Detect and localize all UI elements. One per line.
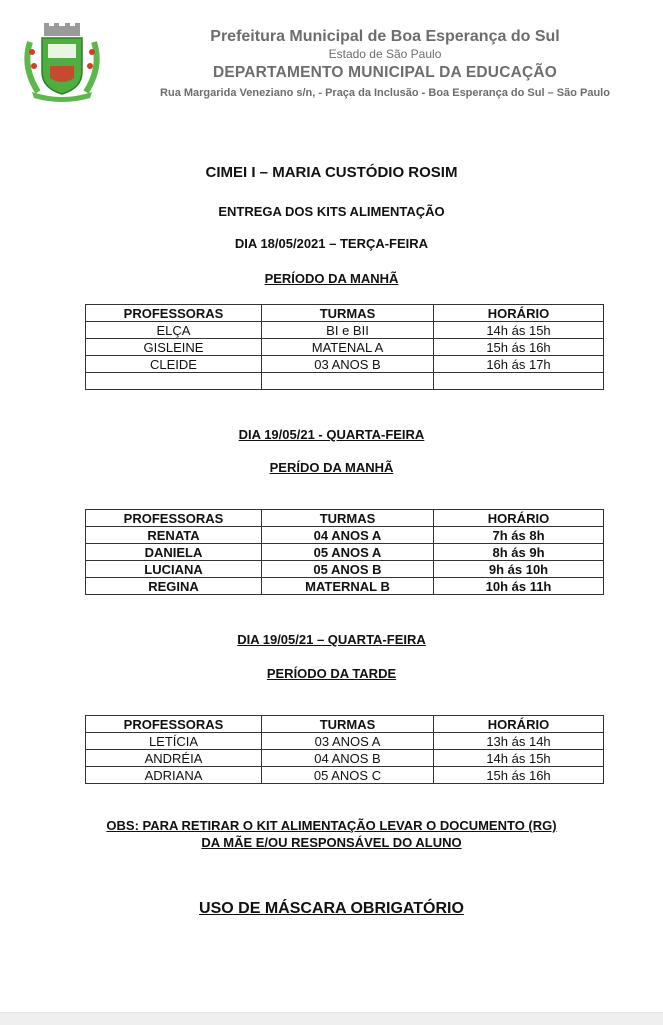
class-cell: 05 ANOS B <box>262 561 434 578</box>
column-header-turmas: TURMAS <box>262 716 434 733</box>
class-cell: 05 ANOS A <box>262 544 434 561</box>
section-3-date: DIA 19/05/21 – QUARTA-FEIRA <box>237 632 426 647</box>
section-2-date: DIA 19/05/21 - QUARTA-FEIRA <box>238 427 425 442</box>
department-name: DEPARTAMENTO MUNICIPAL DA EDUCAÇÃO <box>212 64 558 81</box>
table-row <box>86 544 604 561</box>
schedule-table-1 <box>85 304 604 390</box>
column-header-horario: HORÁRIO <box>434 716 604 733</box>
column-header-professoras: PROFESSORAS <box>86 716 262 733</box>
table-row <box>86 527 604 544</box>
notice-line-2: DA MÃE E/OU RESPONSÁVEL DO ALUNO <box>201 835 462 850</box>
section-2-period: PERÍDO DA MANHÃ <box>269 460 394 475</box>
teacher-cell: ANDRÉIA <box>86 750 262 767</box>
column-header-horario: HORÁRIO <box>434 305 604 322</box>
teacher-cell: ADRIANA <box>86 767 262 784</box>
time-cell: 14h ás 15h <box>434 322 604 339</box>
time-cell <box>434 373 604 390</box>
table-row-empty <box>86 373 604 390</box>
document-subject: ENTREGA DOS KITS ALIMENTAÇÃO <box>218 204 445 219</box>
time-cell: 9h ás 10h <box>434 561 604 578</box>
schedule-table-3 <box>85 715 604 784</box>
section-3-period: PERÍODO DA TARDE <box>266 666 397 681</box>
section-1-period: PERÍODO DA MANHÃ <box>264 271 399 286</box>
table-header-row <box>86 305 604 322</box>
table-row <box>86 750 604 767</box>
school-title: CIMEI I – MARIA CUSTÓDIO ROSIM <box>205 164 458 181</box>
teacher-cell: GISLEINE <box>86 339 262 356</box>
column-header-turmas: TURMAS <box>262 510 434 527</box>
teacher-cell: LETÍCIA <box>86 733 262 750</box>
class-cell: BI e BII <box>262 322 434 339</box>
class-cell: 04 ANOS A <box>262 527 434 544</box>
time-cell: 13h ás 14h <box>434 733 604 750</box>
time-cell: 8h ás 9h <box>434 544 604 561</box>
state-name: Estado de São Paulo <box>328 47 442 61</box>
time-cell: 10h ás 11h <box>434 578 604 595</box>
time-cell: 16h ás 17h <box>434 356 604 373</box>
section-1-date: DIA 18/05/2021 – TERÇA-FEIRA <box>234 236 429 251</box>
table-row <box>86 578 604 595</box>
class-cell <box>262 373 434 390</box>
address: Rua Margarida Veneziano s/n, - Praça da Inclusão - Boa Esperança do Sul – São Paulo <box>160 87 610 99</box>
teacher-cell: ELÇA <box>86 322 262 339</box>
schedule-table-2 <box>85 509 604 595</box>
teacher-cell: REGINA <box>86 578 262 595</box>
time-cell: 15h ás 16h <box>434 339 604 356</box>
class-cell: 03 ANOS A <box>262 733 434 750</box>
letterhead <box>0 0 663 110</box>
notice-line-1: OBS: PARA RETIRAR O KIT ALIMENTAÇÃO LEVAR O DOCUMENTO (RG) <box>106 818 557 833</box>
class-cell: 04 ANOS B <box>262 750 434 767</box>
table-header-row <box>86 716 604 733</box>
mask-notice: USO DE MÁSCARA OBRIGATÓRIO <box>199 900 464 917</box>
table-row <box>86 767 604 784</box>
time-cell: 7h ás 8h <box>434 527 604 544</box>
column-header-professoras: PROFESSORAS <box>86 510 262 527</box>
table-row <box>86 356 604 373</box>
time-cell: 15h ás 16h <box>434 767 604 784</box>
class-cell: MATERNAL B <box>262 578 434 595</box>
teacher-cell: RENATA <box>86 527 262 544</box>
class-cell: MATENAL A <box>262 339 434 356</box>
class-cell: 05 ANOS C <box>262 767 434 784</box>
table-row <box>86 339 604 356</box>
viewer-bottom-bar <box>0 1012 663 1025</box>
teacher-cell <box>86 373 262 390</box>
column-header-turmas: TURMAS <box>262 305 434 322</box>
class-cell: 03 ANOS B <box>262 356 434 373</box>
table-header-row <box>86 510 604 527</box>
teacher-cell: DANIELA <box>86 544 262 561</box>
municipal-crest-icon <box>20 22 104 102</box>
table-row <box>86 322 604 339</box>
time-cell: 14h ás 15h <box>434 750 604 767</box>
column-header-professoras: PROFESSORAS <box>86 305 262 322</box>
teacher-cell: LUCIANA <box>86 561 262 578</box>
table-row <box>86 561 604 578</box>
municipality-name: Prefeitura Municipal de Boa Esperança do Sul <box>210 28 560 45</box>
teacher-cell: CLEIDE <box>86 356 262 373</box>
column-header-horario: HORÁRIO <box>434 510 604 527</box>
table-row <box>86 733 604 750</box>
